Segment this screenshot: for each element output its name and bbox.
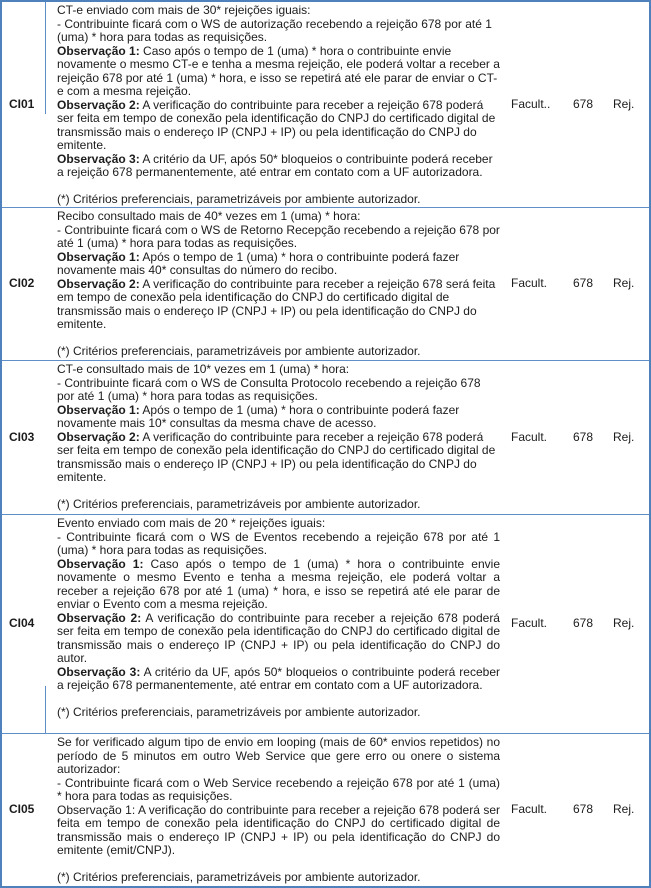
observation-label: Observação 2: (57, 276, 140, 291)
observation-label: Observação 1: (57, 556, 144, 571)
row-obligatoriness-value: Facult.. (511, 96, 551, 111)
row-id: CI04 (9, 616, 35, 631)
description-paragraph: Observação 1: Caso após o tempo de 1 (uma) * hora o contribuinte envie novamente o mesmo Evento e tenha a mesma rejeição, ele poderá voltar a receber a rejeição 678 por até 1 (uma) * hora, e isso se repetirá até ele parar de enviar o Evento com a mesma rejeição. (57, 556, 500, 611)
row-status-value: Rej. (613, 96, 635, 111)
observation-label: Observação 2: (57, 610, 142, 625)
description-paragraph: (*) Critérios preferenciais, parametrizáveis por ambiente autorizador. (57, 497, 421, 511)
row-status-value: Rej. (613, 801, 635, 816)
row-status-value: Rej. (613, 616, 635, 631)
row-rejection-code: 678 (572, 96, 594, 111)
description-paragraph: Se for verificado algum tipo de envio em looping (mais de 60* envios repetidos) no período de 5 minutos em outro Web Service que gere erro ou onere o sistema autorizador: (57, 735, 500, 776)
description-paragraph: (*) Critérios preferenciais, parametrizáveis por ambiente autorizador. (57, 344, 421, 358)
row-id: CI03 (9, 429, 35, 444)
description-paragraph: Recibo consultado mais de 40* vezes em 1 (uma) * hora: (57, 209, 361, 223)
description-paragraph: Observação 3: A critério da UF, após 50* bloqueios o contribuinte poderá receber a rejeição 678 permanentemente, até entrar em contato com a UF autorizadora. (57, 151, 493, 179)
row-obligatoriness-value: Facult. (511, 276, 548, 291)
row-description (48, 208, 507, 360)
description-paragraph: - Contribuinte ficará com o Web Service recebendo a rejeição 678 por até 1 (uma) * hora para todas as requisições. (57, 775, 500, 803)
description-paragraph: Observação 2: A verificação do contribuinte para receber a rejeição 678 será feita em tempo de conexão pela identificação do CNPJ do certificado digital de transmissão mais o endereço IP (CNPJ + IP) ou pela identificação do CNPJ do emitente. (57, 276, 496, 331)
row-description (48, 515, 507, 733)
description-paragraph (57, 180, 500, 194)
table-row (2, 514, 649, 733)
row-rejection-code: 678 (572, 616, 594, 631)
description-paragraph (57, 858, 500, 872)
observation-label: Observação 2: (57, 429, 140, 444)
description-paragraph: Evento enviado com mais de 20 * rejeições iguais: (57, 516, 326, 530)
observation-label: Observação 1: (57, 43, 140, 58)
table-row (2, 360, 649, 514)
row-description (48, 734, 507, 885)
row-obligatoriness-value: Facult. (511, 801, 548, 816)
description-paragraph: (*) Critérios preferenciais, parametrizáveis por ambiente autorizador. (57, 192, 421, 206)
description-paragraph: Observação 1: A verificação do contribuinte para receber a rejeição 678 poderá ser feita em tempo de conexão pela identificação do CNPJ do certificado digital de transmissão mais o endereço IP (CNPJ + IP) ou pela identificação do CNPJ do emitente (emit/CNPJ). (57, 802, 500, 857)
row-obligatoriness-value: Facult. (511, 616, 548, 631)
row-rejection-code: 678 (572, 801, 594, 816)
description-paragraph (57, 332, 500, 346)
description-paragraph: CT-e enviado com mais de 30* rejeições iguais: (57, 3, 311, 17)
description-paragraph: Observação 1: Após o tempo de 1 (uma) * hora o contribuinte poderá fazer novamente mais 10* consultas da mesma chave de acesso. (57, 402, 460, 430)
description-paragraph: Observação 2: A verificação do contribuinte para receber a rejeição 678 poderá ser feita em tempo de conexão pela identificação do CNPJ do certificado digital de transmissão mais o endereço IP (CNPJ + IP) ou pela identificação do CNPJ do autor. (57, 610, 500, 665)
observation-label: Observação 3: (57, 664, 141, 679)
description-paragraph (57, 693, 500, 707)
row-status-value: Rej. (613, 276, 635, 291)
description-paragraph: Observação 2: A verificação do contribuinte para receber a rejeição 678 poderá ser feita em tempo de conexão pela identificação do CNPJ do certificado digital de transmissão mais o endereço IP (CNPJ + IP) ou pela identificação do CNPJ do emitente. (57, 97, 496, 152)
table-row (2, 733, 649, 885)
description-paragraph: - Contribuinte ficará com o WS de Eventos recebendo a rejeição 678 por até 1 (uma) * hora para todas as requisições. (57, 529, 500, 557)
row-id: CI01 (9, 96, 35, 111)
description-paragraph: CT-e consultado mais de 10* vezes em 1 (uma) * hora: (57, 362, 350, 376)
description-paragraph: - Contribuinte ficará com o WS de Retorno Recepção recebendo a rejeição 678 por até 1 (uma) * hora para todas as requisições. (57, 222, 500, 250)
description-paragraph: (*) Critérios preferenciais, parametrizáveis por ambiente autorizador. (57, 870, 421, 884)
row-description (48, 361, 507, 514)
description-paragraph: - Contribuinte ficará com o WS de autorização recebendo a rejeição 678 por até 1 (uma) * hora para todas as requisições. (57, 16, 492, 44)
description-paragraph: Observação 1: Caso após o tempo de 1 (uma) * hora o contribuinte envie novamente o mesmo CT-e e tenha a mesma rejeição, ele poderá voltar a receber a rejeição 678 por até 1 (uma) * hora, e isso se repetirá até ele parar de enviar o CT-e com a mesma rejeição. (57, 43, 500, 98)
row-status-value: Rej. (613, 429, 635, 444)
observation-label: Observação 1: (57, 402, 140, 417)
description-paragraph: Observação 1: Após o tempo de 1 (uma) * hora o contribuinte poderá fazer novamente mais 40* consultas do número do recibo. (57, 249, 460, 277)
observation-label: Observação 1: (57, 249, 140, 264)
description-paragraph: Observação 3: A critério da UF, após 50* bloqueios o contribuinte poderá receber a rejeição 678 permanentemente, até entrar em contato com a UF autorizadora. (57, 664, 500, 692)
row-description (48, 2, 507, 207)
table-row (2, 2, 649, 207)
row-rejection-code: 678 (572, 276, 594, 291)
row-obligatoriness-value: Facult. (511, 429, 548, 444)
description-paragraph: - Contribuinte ficará com o WS de Consulta Protocolo recebendo a rejeição 678 por até 1 (uma) * hora para todas as requisições. (57, 375, 481, 403)
description-paragraph: Observação 2: A verificação do contribuinte para receber a rejeição 678 poderá ser feita em tempo de conexão pela identificação do CNPJ do certificado digital de transmissão mais o endereço IP (CNPJ + IP) ou pela identificação do CNPJ do emitente. (57, 429, 496, 484)
description-paragraph: (*) Critérios preferenciais, parametrizáveis por ambiente autorizador. (57, 705, 421, 719)
row-id: CI05 (9, 801, 35, 816)
row-id: CI02 (9, 276, 35, 291)
description-paragraph (57, 485, 500, 499)
row-rejection-code: 678 (572, 429, 594, 444)
table-row (2, 207, 649, 360)
observation-label: Observação 3: (57, 151, 140, 166)
observation-label: Observação 2: (57, 97, 140, 112)
